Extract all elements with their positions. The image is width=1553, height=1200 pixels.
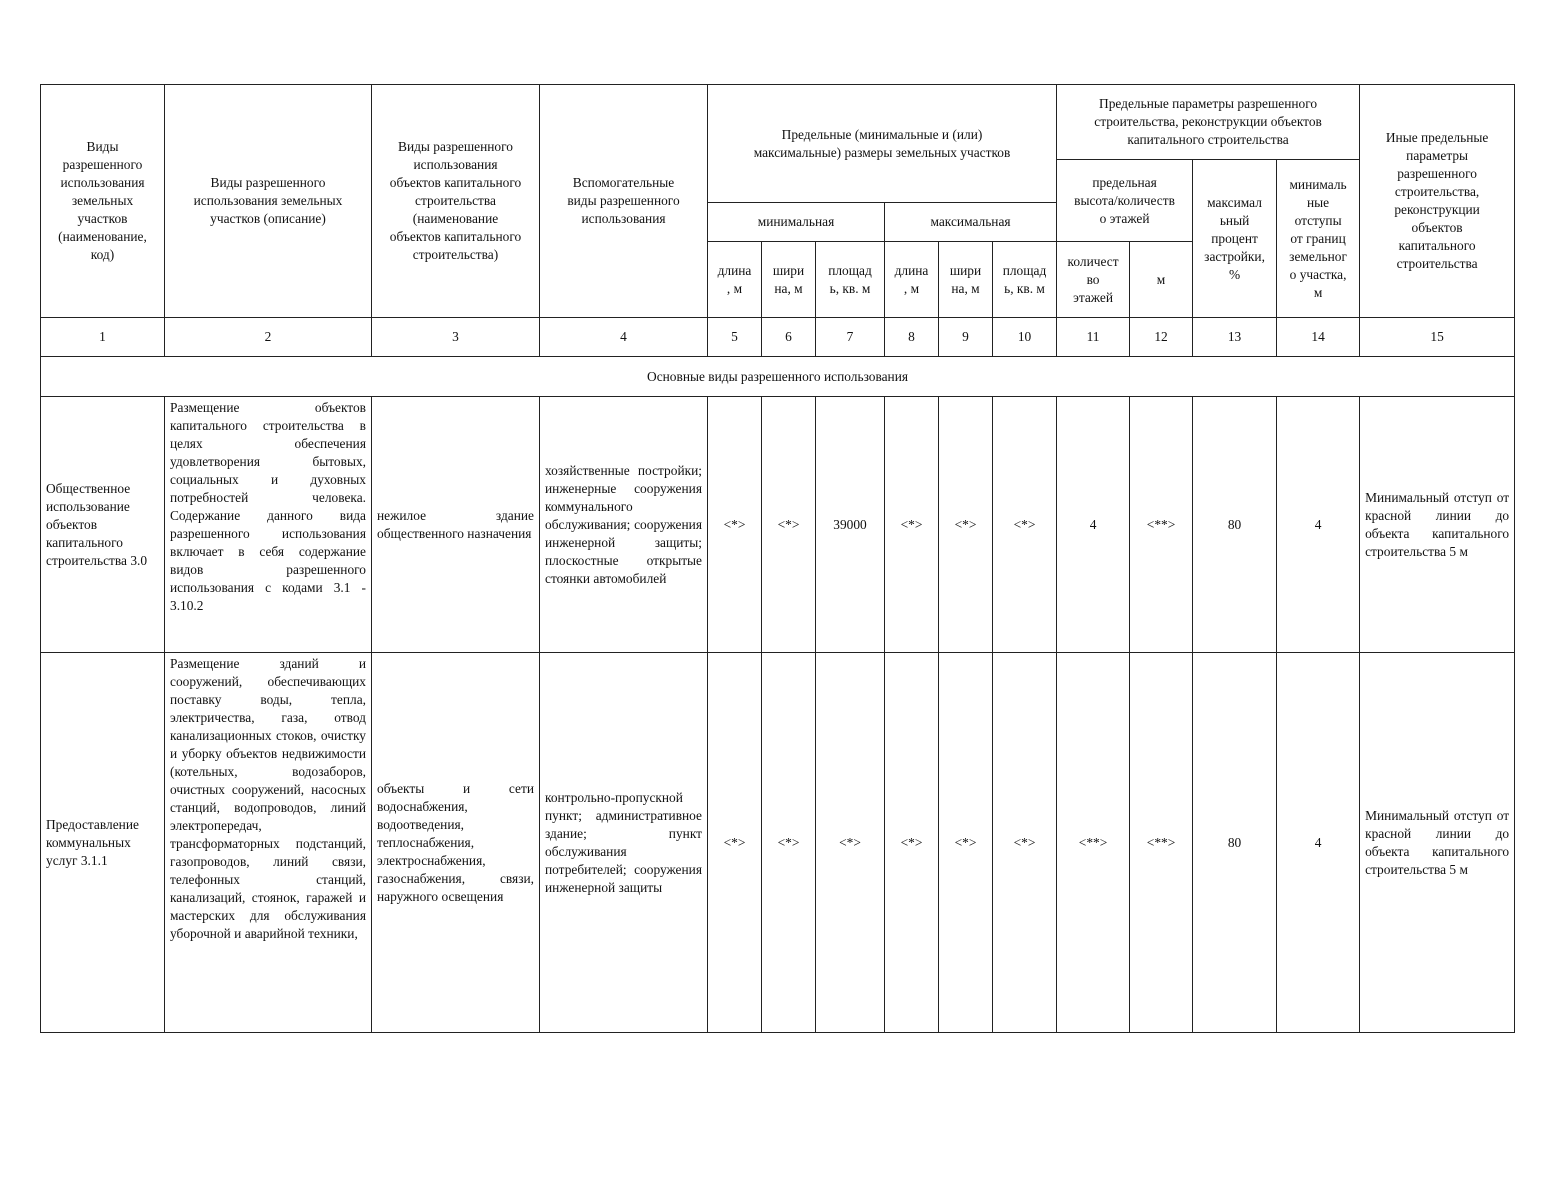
column-number: 12 — [1130, 318, 1193, 357]
row-auxiliary-uses: хозяйственные постройки; инженерные сооружения коммунального обслуживания; сооружения инженерной защиты; плоскостные открытые стоянки автомобилей — [540, 397, 708, 653]
row-auxiliary-uses: контрольно-пропускной пункт; административное здание; пункт обслуживания потребителей; сооружения инженерной защиты — [540, 653, 708, 1033]
column-number: 8 — [885, 318, 939, 357]
column-number: 1 — [41, 318, 165, 357]
column-number: 11 — [1057, 318, 1130, 357]
row-floors: 4 — [1057, 397, 1130, 653]
row-min-length: <*> — [708, 397, 762, 653]
column-number: 3 — [372, 318, 540, 357]
header-plot-size-limits: Предельные (минимальные и (или) максимальные) размеры земельных участков — [708, 85, 1057, 203]
header-max-width: шири на, м — [939, 242, 993, 318]
table-row — [41, 653, 1515, 1033]
row-min-width: <*> — [762, 653, 816, 1033]
header-max-length: длина , м — [885, 242, 939, 318]
header-min-length: длина , м — [708, 242, 762, 318]
row-description — [165, 653, 372, 1033]
row-capital-objects: нежилое здание общественного назначения — [372, 397, 540, 653]
section-row — [41, 357, 1515, 397]
column-number: 6 — [762, 318, 816, 357]
row-max-build-percent: 80 — [1193, 397, 1277, 653]
row-min-area: <*> — [816, 653, 885, 1033]
row-max-area: <*> — [993, 397, 1057, 653]
header-min-area: площад ь, кв. м — [816, 242, 885, 318]
column-number: 10 — [993, 318, 1057, 357]
row-min-width: <*> — [762, 397, 816, 653]
row-max-build-percent: 80 — [1193, 653, 1277, 1033]
table-row — [41, 397, 1515, 653]
header-min-setbacks: минималь ные отступы от границ земельног о участка, м — [1277, 160, 1360, 318]
header-minimal: минимальная — [708, 203, 885, 242]
header-construction-params: Предельные параметры разрешенного строительства, реконструкции объектов капитального строительства — [1057, 85, 1360, 160]
column-number: 7 — [816, 318, 885, 357]
row-min-length: <*> — [708, 653, 762, 1033]
row-max-length: <*> — [885, 653, 939, 1033]
column-number: 13 — [1193, 318, 1277, 357]
row-height-meters: <**> — [1130, 653, 1193, 1033]
column-number: 15 — [1360, 318, 1515, 357]
header-max-area: площад ь, кв. м — [993, 242, 1057, 318]
row-land-use-name: Общественное использование объектов капитального строительства 3.0 — [41, 397, 165, 653]
column-number: 4 — [540, 318, 708, 357]
header-min-width: шири на, м — [762, 242, 816, 318]
header-floors-count: количест во этажей — [1057, 242, 1130, 318]
row-max-width: <*> — [939, 397, 993, 653]
column-number: 2 — [165, 318, 372, 357]
column-number: 5 — [708, 318, 762, 357]
header-row-1 — [41, 85, 1515, 160]
row-capital-objects: объекты и сети водоснабжения, водоотведения, теплоснабжения, электроснабжения, газоснабжения, связи, наружного освещения — [372, 653, 540, 1033]
row-floors: <**> — [1057, 653, 1130, 1033]
row-description-text: Размещение зданий и сооружений, обеспечивающих поставку воды, тепла, электричества, газа, отвод канализационных стоков, очистку и уборку объектов недвижимости (котельных, водозаборов, очистных сооружений, насосных станций, водопроводов, линий электропередач, трансформаторных подстанций, газопроводов, линий связи, телефонных станций, канализаций, стоянок, гаражей и мастерских для обслуживания уборочной и аварийной техники, — [170, 656, 366, 941]
row-min-setbacks: 4 — [1277, 397, 1360, 653]
row-max-area: <*> — [993, 653, 1057, 1033]
row-min-setbacks: 4 — [1277, 653, 1360, 1033]
header-auxiliary-uses: Вспомогательные виды разрешенного использования — [540, 85, 708, 318]
row-max-width: <*> — [939, 653, 993, 1033]
section-title: Основные виды разрешенного использования — [41, 357, 1515, 397]
header-land-use-description: Виды разрешенного использования земельных участков (описание) — [165, 85, 372, 318]
header-height-meters: м — [1130, 242, 1193, 318]
row-other-params: Минимальный отступ от красной линии до объекта капитального строительства 5 м — [1360, 653, 1515, 1033]
column-number: 9 — [939, 318, 993, 357]
header-max-build-percent: максимал ьный процент застройки, % — [1193, 160, 1277, 318]
column-number: 14 — [1277, 318, 1360, 357]
header-capital-objects: Виды разрешенного использования объектов капитального строительства (наименование объектов капитального строительства) — [372, 85, 540, 318]
row-land-use-name: Предоставление коммунальных услуг 3.1.1 — [41, 653, 165, 1033]
row-max-length: <*> — [885, 397, 939, 653]
header-other-params: Иные предельные параметры разрешенного строительства, реконструкции объектов капитального строительства — [1360, 85, 1515, 318]
header-maximal: максимальная — [885, 203, 1057, 242]
row-height-meters: <**> — [1130, 397, 1193, 653]
row-other-params: Минимальный отступ от красной линии до объекта капитального строительства 5 м — [1360, 397, 1515, 653]
header-max-height-floors: предельная высота/количеств о этажей — [1057, 160, 1193, 242]
zoning-table — [40, 84, 1515, 1033]
column-number-row — [41, 318, 1515, 357]
row-min-area: 39000 — [816, 397, 885, 653]
row-description: Размещение объектов капитального строительства в целях обеспечения удовлетворения бытовых, социальных и духовных потребностей человека. Содержание данного вида разрешенного использования включает в себя содержание видов разрешенного использования с кодами 3.1 - 3.10.2 — [165, 397, 372, 653]
header-land-use-name: Виды разрешенного использования земельных участков (наименование, код) — [41, 85, 165, 318]
